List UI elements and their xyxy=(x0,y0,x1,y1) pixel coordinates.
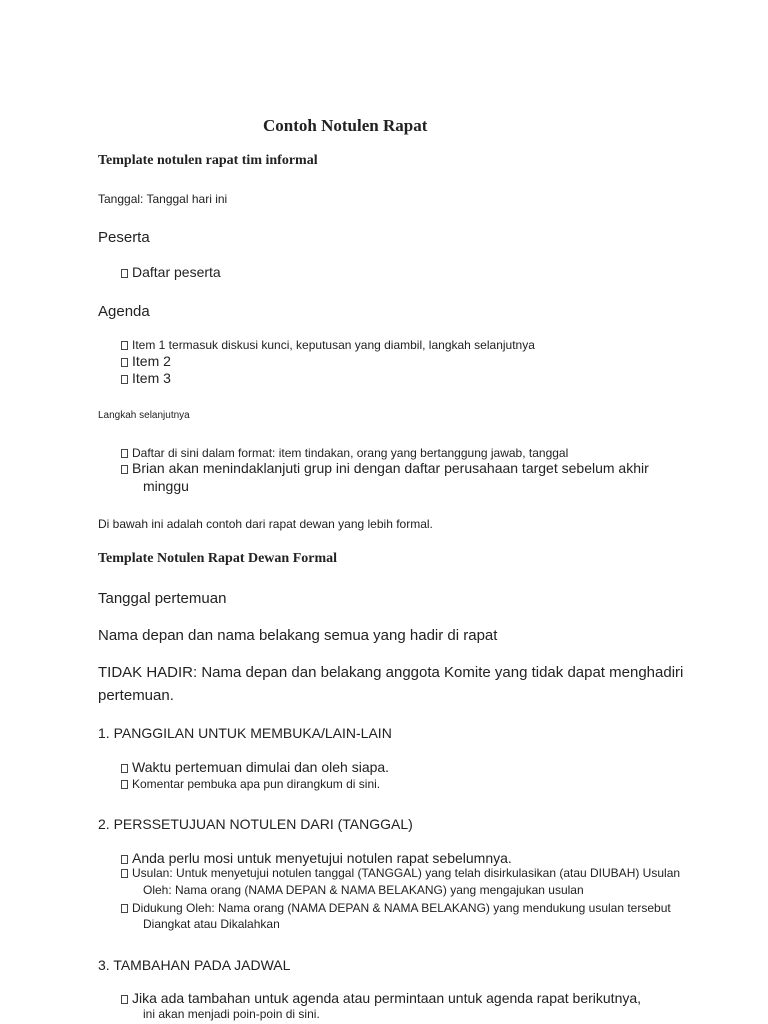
agenda-heading: Agenda xyxy=(98,303,150,320)
item2-heading: 2. PERSSETUJUAN NOTULEN DARI (TANGGAL) xyxy=(98,816,413,832)
absent-line-continuation: pertemuan. xyxy=(98,687,174,704)
list-item-continuation: Diangkat atau Dikalahkan xyxy=(143,917,280,931)
list-item: Usulan: Untuk menyetujui notulen tanggal (TANGGAL) yang telah disirkulasikan (atau DIUBAH) Usulan xyxy=(121,866,680,880)
peserta-heading: Peserta xyxy=(98,229,150,246)
page-title: Contoh Notulen Rapat xyxy=(263,116,428,135)
list-item: Didukung Oleh: Nama orang (NAMA DEPAN & NAMA BELAKANG) yang mendukung usulan tersebut xyxy=(121,901,671,915)
list-item: Anda perlu mosi untuk menyetujui notulen rapat sebelumnya. xyxy=(121,850,512,866)
checkbox-icon xyxy=(121,904,128,913)
checkbox-icon xyxy=(121,855,128,864)
section-heading-formal: Template Notulen Rapat Dewan Formal xyxy=(98,551,338,566)
list-item: Item 3 xyxy=(121,370,171,386)
item3-heading: 3. TAMBAHAN PADA JADWAL xyxy=(98,957,291,973)
list-item-continuation: minggu xyxy=(143,478,189,494)
list-item: Waktu pertemuan dimulai dan oleh siapa. xyxy=(121,759,389,775)
checkbox-icon xyxy=(121,375,128,384)
section-heading-informal: Template notulen rapat tim informal xyxy=(98,153,318,168)
list-item-continuation: ini akan menjadi poin-poin di sini. xyxy=(143,1007,320,1021)
list-item: Item 2 xyxy=(121,353,171,369)
date-line: Tanggal: Tanggal hari ini xyxy=(98,192,228,206)
list-item: Komentar pembuka apa pun dirangkum di sini. xyxy=(121,777,380,791)
checkbox-icon xyxy=(121,358,128,367)
list-item: Jika ada tambahan untuk agenda atau permintaan untuk agenda rapat berikutnya, xyxy=(121,990,641,1006)
checkbox-icon xyxy=(121,341,128,350)
absent-line: TIDAK HADIR: Nama depan dan belakang anggota Komite yang tidak dapat menghadiri xyxy=(98,664,684,681)
checkbox-icon xyxy=(121,269,128,278)
list-item: Daftar peserta xyxy=(121,264,221,280)
item1-heading: 1. PANGGILAN UNTUK MEMBUKA/LAIN-LAIN xyxy=(98,725,392,741)
meeting-date: Tanggal pertemuan xyxy=(98,590,227,607)
checkbox-icon xyxy=(121,995,128,1004)
checkbox-icon xyxy=(121,869,128,878)
checkbox-icon xyxy=(121,764,128,773)
list-item: Daftar di sini dalam format: item tindakan, orang yang bertanggung jawab, tanggal xyxy=(121,446,568,460)
list-item: Item 1 termasuk diskusi kunci, keputusan yang diambil, langkah selanjutnya xyxy=(121,338,535,352)
list-item-continuation: Oleh: Nama orang (NAMA DEPAN & NAMA BELAKANG) yang mengajukan usulan xyxy=(143,883,584,897)
next-steps-heading: Langkah selanjutnya xyxy=(98,410,190,421)
checkbox-icon xyxy=(121,465,128,474)
transition-text: Di bawah ini adalah contoh dari rapat dewan yang lebih formal. xyxy=(98,517,433,531)
list-item: Brian akan menindaklanjuti grup ini dengan daftar perusahaan target sebelum akhir xyxy=(121,460,649,476)
checkbox-icon xyxy=(121,780,128,789)
attendees-line: Nama depan dan nama belakang semua yang hadir di rapat xyxy=(98,627,498,644)
checkbox-icon xyxy=(121,449,128,458)
